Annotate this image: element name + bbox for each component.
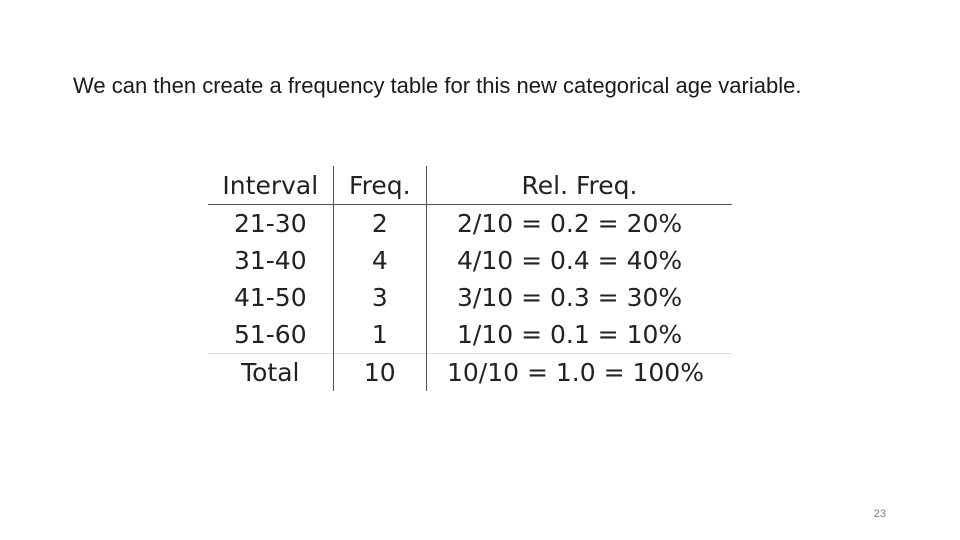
cell-interval: 41-50 (233, 283, 307, 312)
page-number: 23 (873, 508, 886, 520)
frequency-table (208, 166, 732, 391)
cell-freq: 4 (333, 242, 426, 279)
cell-freq: 3 (333, 279, 426, 316)
table-row (208, 205, 732, 243)
table-row (208, 279, 732, 316)
cell-freq: 1 (333, 316, 426, 354)
header-freq: Freq. (333, 166, 426, 205)
table-row (208, 316, 732, 354)
table-header-row (208, 166, 732, 205)
total-rel-freq: 10/10 = 1.0 = 100% (426, 354, 732, 392)
header-interval: Interval (208, 166, 333, 205)
header-rel-freq: Rel. Freq. (426, 166, 732, 205)
cell-interval: 31-40 (233, 246, 307, 275)
cell-freq: 2 (333, 205, 426, 243)
total-freq: 10 (333, 354, 426, 392)
cell-rel-freq: 3/10 = 0.3 = 30% (456, 283, 683, 312)
frequency-table-container (208, 166, 732, 396)
cell-rel-freq: 1/10 = 0.1 = 10% (456, 320, 683, 349)
cell-rel-freq: 2/10 = 0.2 = 20% (456, 209, 683, 238)
cell-interval: 21-30 (233, 209, 307, 238)
table-row (208, 242, 732, 279)
cell-interval: 51-60 (233, 320, 307, 349)
slide-body-text: We can then create a frequency table for this new categorical age variable. (73, 73, 802, 98)
table-total-row (208, 354, 732, 392)
cell-rel-freq: 4/10 = 0.4 = 40% (456, 246, 683, 275)
total-interval: Total (208, 354, 333, 392)
